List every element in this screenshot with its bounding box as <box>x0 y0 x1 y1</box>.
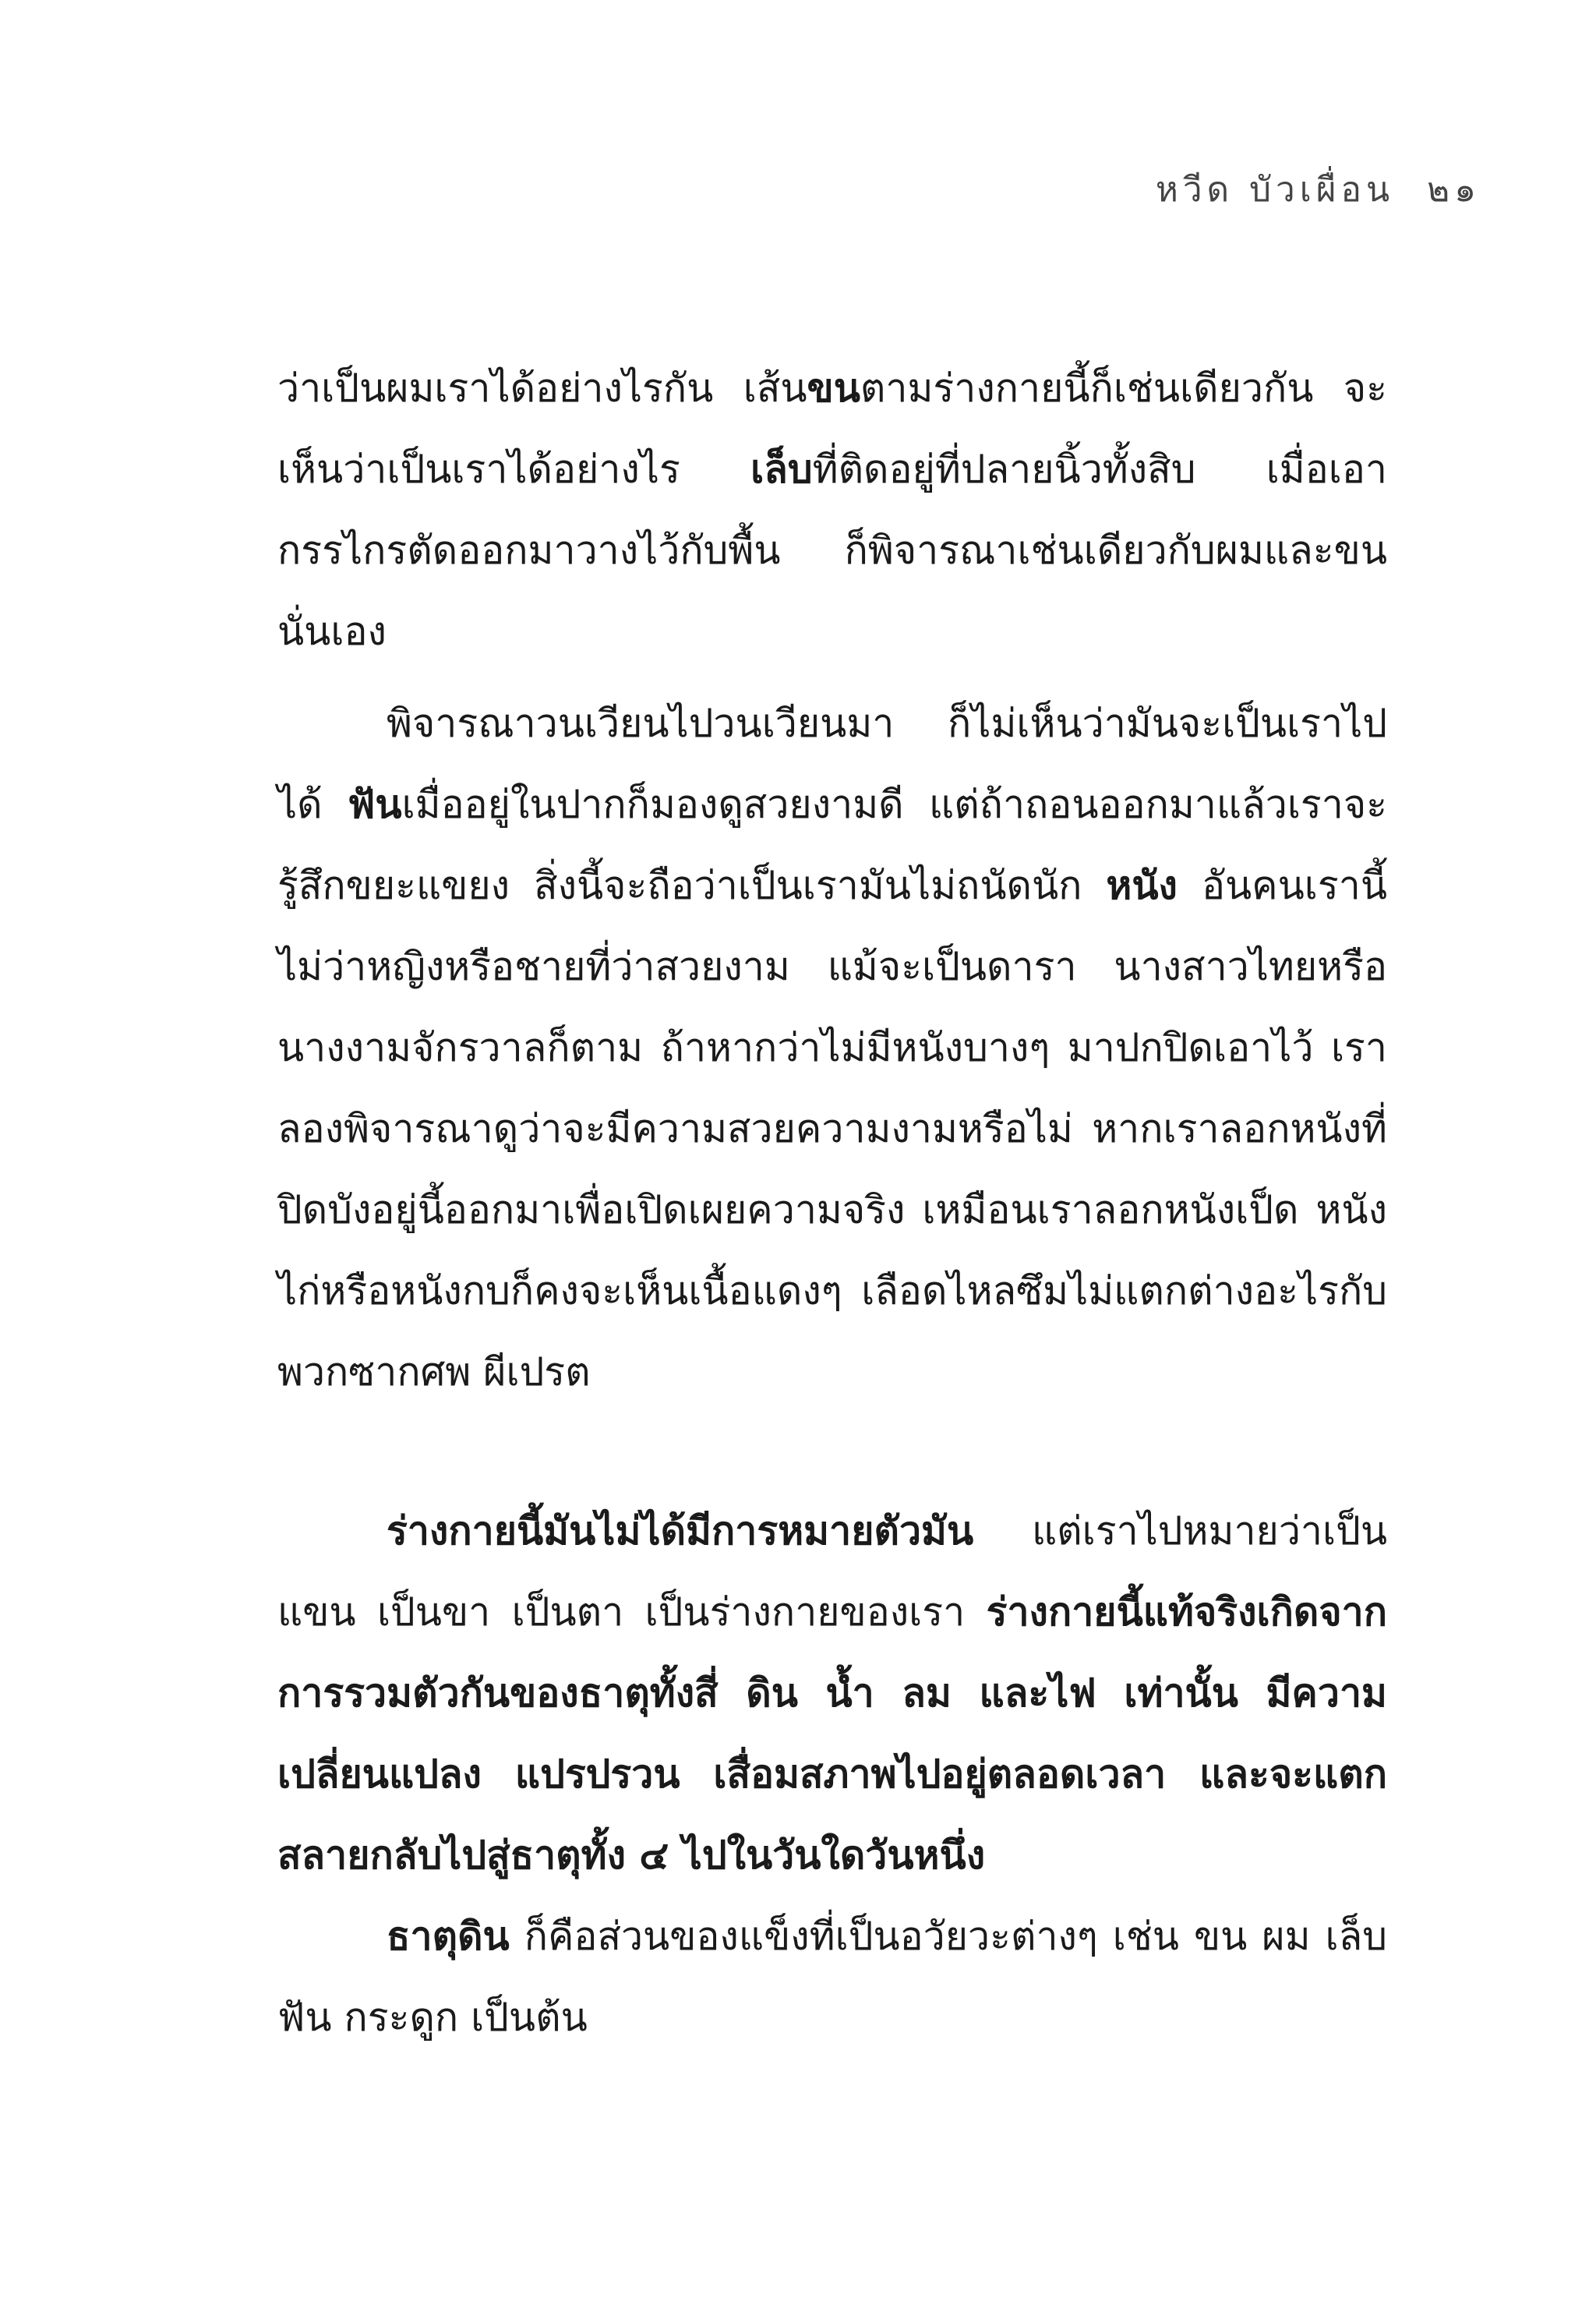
p1-bold-1: ขน <box>807 366 860 411</box>
p4-bold-1: ธาตุดิน <box>387 1914 510 1959</box>
p3-bold-2: ร่างกายนี้แท้จริงเกิดจากการรวมตัวกันของธาตุทั้งสี่ ดิน น้ำ ลม และไฟ เท่านั้น มีความเปลี่ยนแปลง แปรปรวน เสื่อมสภาพไปอยู่ตลอดเวลา และจะแตกสลายกลับไปสู่ธาตุทั้ง ๔ ไปในวันใดวันหนึ่ง <box>277 1589 1387 1878</box>
p1-text-1: ว่าเป็นผมเราได้อย่างไรกัน เส้น <box>277 366 807 411</box>
paragraph-3 <box>277 1490 1387 2058</box>
p2-text-1: พิจารณาวนเวียนไปวนเวียนมา ก็ไม่เห็นว่ามันจะเป็นเราไปได้ <box>277 701 1387 827</box>
paragraph-2 <box>277 683 1387 1412</box>
p1-text-3: ที่ติดอยู่ที่ปลายนิ้วทั้งสิบ เมื่อเอากรรไกรตัดออกมาวางไว้กับพื้น ก็พิจารณาเช่นเดียวกับผมและขนนั่นเอง <box>277 447 1387 654</box>
p2-bold-1: ฟัน <box>347 782 402 827</box>
p1-text-2: ตามร่างกายนี้ก็เช่นเดียวกัน จะเห็นว่าเป็นเราได้อย่างไร <box>277 366 1387 492</box>
p4-text-1: ก็คือส่วนของแข็งที่เป็นอวัยวะต่างๆ เช่น ขน ผม เล็บ ฟัน กระดูก เป็นต้น <box>277 1914 1387 2040</box>
paragraph-1 <box>277 348 1387 672</box>
p1-bold-2: เล็บ <box>750 447 813 492</box>
running-header <box>1139 162 1481 217</box>
p3-text-1: แต่เราไปหมายว่าเป็นแขน เป็นขา เป็นตา เป็นร่างกายของเรา <box>277 1508 1387 1635</box>
author-name: หวีด บัวเผื่อน <box>1155 170 1395 210</box>
p2-bold-2: หนัง <box>1106 863 1178 908</box>
p3-bold-1: ร่างกายนี้มันไม่ได้มีการหมายตัวมัน <box>387 1508 974 1554</box>
p2-text-3: อันคนเรานี้ไม่ว่าหญิงหรือชายที่ว่าสวยงาม แม้จะเป็นดารา นางสาวไทยหรือนางงามจักรวาลก็ตาม ถ้าหากว่าไม่มีหนังบางๆ มาปกปิดเอาไว้ เราลองพิจารณาดูว่าจะมีความสวยความงามหรือไม่ หากเราลอกหนังที่ปิดบังอยู่นี้ออกมาเพื่อเปิดเผยความจริง เหมือนเราลอกหนังเป็ด หนังไก่หรือหนังกบก็คงจะเห็นเนื้อแดงๆ เลือดไหลซึมไม่แตกต่างอะไรกับพวกซากศพ ผีเปรต <box>277 863 1387 1395</box>
p2-text-2: เมื่ออยู่ในปากก็มองดูสวยงามดี แต่ถ้าถอนออกมาแล้วเราจะรู้สึกขยะแขยง สิ่งนี้จะถือว่าเป็นเรามันไม่ถนัดนัก <box>277 782 1387 908</box>
page-number: ๒๑ <box>1427 170 1481 210</box>
